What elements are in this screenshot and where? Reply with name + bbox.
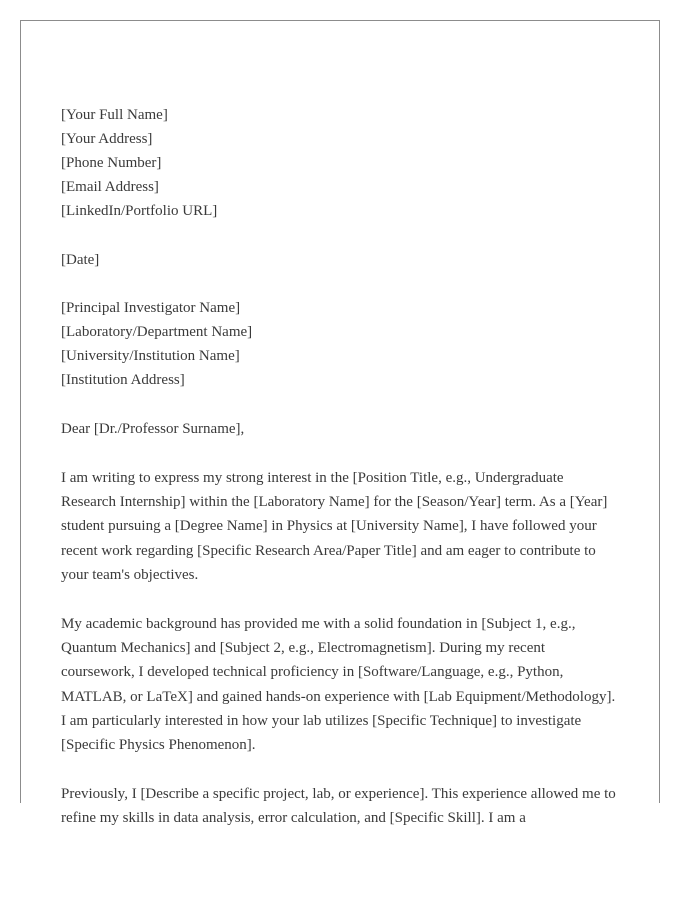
recipient-address: [Institution Address] bbox=[61, 372, 185, 388]
recipient-name: [Principal Investigator Name] bbox=[61, 300, 241, 316]
recipient-institution: [University/Institution Name] bbox=[61, 348, 240, 364]
recipient-department: [Laboratory/Department Name] bbox=[61, 324, 253, 340]
sender-phone: [Phone Number] bbox=[61, 155, 162, 171]
body-paragraph-3: Previously, I [Describe a specific project, lab, or experience]. This experience allowed me to refine my skills in data analysis, error calculation, and [Specific Skill]. I am a bbox=[61, 786, 616, 827]
spacer bbox=[61, 392, 619, 417]
spacer bbox=[61, 757, 619, 782]
body-paragraph-1: I am writing to express my strong interest in the [Position Title, e.g., Undergraduate Research Internship] within the [Laboratory Name] for the [Season/Year] term. As a [Year] student pursuing a [Degree Name] in Physics at [University Name], I have followed your recent work regarding [Specific Research Area/Paper Title] and am eager to contribute to your team's objectives. bbox=[61, 470, 608, 583]
sender-block bbox=[61, 103, 619, 223]
sender-name: [Your Full Name] bbox=[61, 107, 168, 123]
salutation-block bbox=[61, 417, 619, 441]
body-paragraph-2: My academic background has provided me with a solid foundation in [Subject 1, e.g., Quantum Mechanics] and [Subject 2, e.g., Electromagnetism]. During my recent coursework, I developed technical proficiency in [Software/Language, e.g., Python, MATLAB, or LaTeX] and gained hands-on experience with [Lab Equipment/Methodology]. I am particularly interested in how your lab utilizes [Specific Technique] to investigate [Specific Physics Phenomenon]. bbox=[61, 616, 616, 754]
sender-email: [Email Address] bbox=[61, 179, 159, 195]
letter-date: [Date] bbox=[61, 252, 100, 268]
spacer bbox=[61, 223, 619, 248]
letter-content bbox=[61, 103, 619, 831]
sender-link: [LinkedIn/Portfolio URL] bbox=[61, 203, 218, 219]
spacer bbox=[61, 272, 619, 296]
spacer bbox=[61, 587, 619, 612]
date-block bbox=[61, 248, 619, 272]
letter-page bbox=[20, 20, 660, 827]
spacer bbox=[61, 441, 619, 466]
sender-address: [Your Address] bbox=[61, 131, 153, 147]
recipient-block bbox=[61, 296, 619, 392]
salutation: Dear [Dr./Professor Surname], bbox=[61, 421, 245, 437]
